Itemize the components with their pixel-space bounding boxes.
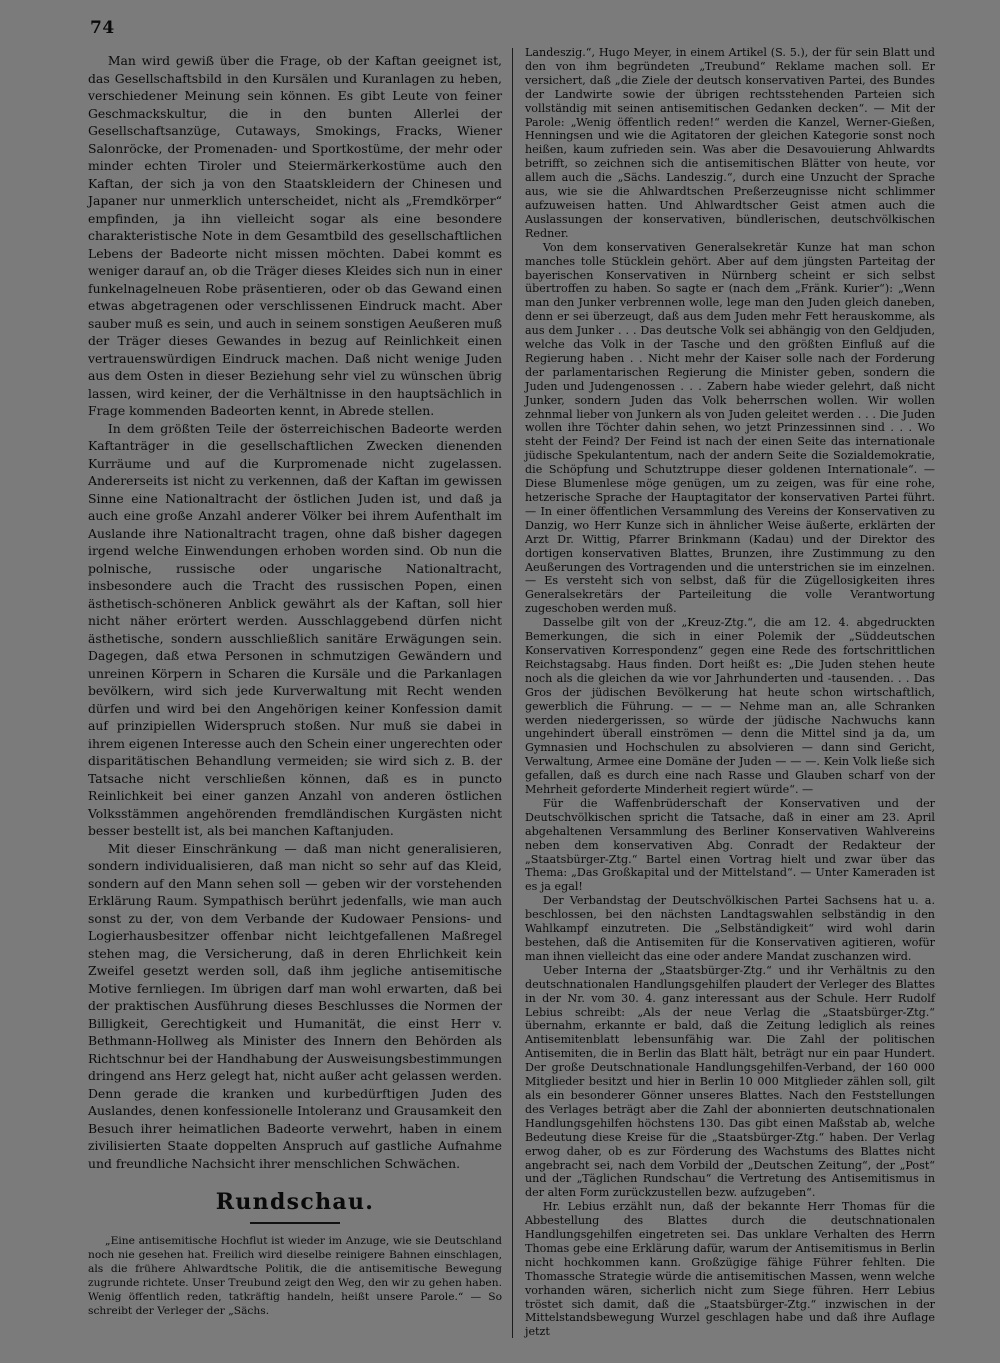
article-paragraph: Hr. Lebius erzählt nun, daß der bekannte Herr Thomas für die Abbestellung des Blattes durch die deutschnationalen Handlungsgehilfen eingetreten sei. Das unklare Verhalten des Herrn Thomas gebe eine Erklärung dafür, warum der Antisemitismus in Berlin nicht hochkommen kann. Großzügige fähige Führer fehlten. Die Thomassche Strategie würde die antisemitischen Massen, wenn welche vorhanden wären, sicherlich nicht zum Siege führen. Herr Lebius tröstet sich damit, daß die „Staatsbürger-Ztg.“ inzwischen in der Mittelstandsbewegung Wurzel geschlagen habe und daß ihre Auflage jetzt [525,1200,935,1339]
section-paragraph: „Eine antisemitische Hochflut ist wieder im Anzuge, wie sie Deutschland noch nie gesehen hat. Freilich wird dieselbe reinigere Bahnen einschlagen, als die frühere Ahlwardtsche Politik, die die antisemitische Bewegung zugrunde richtete. Unser Treubund zeigt den Weg, den wir zu gehen haben. Wenig öffentlich reden, tatkräftig handeln, heißt unsere Parole.“ — So schreibt der Verleger der „Sächs. [88,1233,502,1317]
article-paragraph: Ueber Interna der „Staatsbürger-Ztg.“ und ihr Verhältnis zu den deutschnationalen Handlungsgehilfen plaudert der Verleger des Blattes in der Nr. vom 30. 4. ganz interessant aus der Schule. Herr Rudolf Lebius schreibt: „Als der neue Verlag die „Staatsbürger-Ztg.“ übernahm, erkannte er bald, daß die Zeitung lediglich als reines Antisemitenblatt lebensunfähig war. Die Zahl der politischen Antisemiten, die in Berlin das Blatt hält, beträgt nur ein paar Hundert. Der große Deutschnationale Handlungsgehilfen-Verband, der 160 000 Mitglieder besitzt und hier in Berlin 10 000 Mitglieder zählen soll, gilt als ein besonderer Gönner unseres Blattes. Nach den Feststellungen des Verlages beträgt aber die Zahl der abonnierten deutschnationalen Handlungsgehilfen höchstens 130. Das gibt einen Maßstab ab, welche Bedeutung diese Kreise für die „Staatsbürger-Ztg.“ haben. Der Verlag erwog daher, ob es zur Förderung des Wachstums des Blattes nicht angebracht sei, nach dem Vorbild der „Deutschen Zeitung“, der „Post“ und der „Täglichen Rundschau“ die Vertretung des Antisemitismus in der alten Form zurückzustellen bezw. aufzugeben“. [525,963,935,1200]
article-paragraph: Dasselbe gilt von der „Kreuz-Ztg.“, die am 12. 4. abgedruckten Bemerkungen, die sich in einer Polemik der „Süddeutschen Konservativen Korrespondenz“ gegen eine Rede des fortschrittlichen Reichstagsabg. Haus finden. Dort heißt es: „Die Juden stehen heute noch als die gleichen da wie vor Jahrhunderten und -tausenden. . . Das Gros der jüdischen Bevölkerung hat heute schon wirtschaftlich, gewerblich die Führung. — — — Nehme man an, alle Schranken werden niedergerissen, so würde der jüdische Nachwuchs kann ungehindert überall einströmen — denn die Mittel sind ja da, um Gymnasien und Hochschulen zu absolvieren — dann sind Gericht, Verwaltung, Armee eine Domäne der Juden — — —. Kein Volk ließe sich gefallen, daß es durch eine nach Rasse und Glauben scharf von der Mehrheit geforderte Minderheit regiert würde“. — [525,616,935,797]
article-paragraph: Mit dieser Einschränkung — daß man nicht generalisieren, sondern individualisieren, daß man nicht so sehr auf das Kleid, sondern auf den Mann sehen soll — geben wir der vorstehenden Erklärung Raum. Sympathisch berührt jedenfalls, wie man auch sonst zu der, von dem Verbande der Kudowaer Pensions- und Logierhausbesitzer offenbar nicht leichtgefallenen Maßregel stehen mag, die Versicherung, daß in deren Ehrlichkeit kein Zweifel gesetzt werden soll, daß ihm jegliche antisemitische Motive fernliegen. Im übrigen darf man wohl erwarten, daß bei der praktischen Ausführung dieses Beschlusses die Normen der Billigkeit, Gerechtigkeit und Humanität, die einst Herr v. Bethmann-Hollweg als Minister des Innern den Behörden als Richtschnur bei der Handhabung der Ausweisungsbestimmungen dringend ans Herz gelegt hat, nicht außer acht gelassen werden. Denn gerade die kranken und kurbedürftigen Juden des Auslandes, denen konfessionelle Intoleranz und Grausamkeit den Besuch ihrer heimatlichen Badeorte verwehrt, haben in einem zivilisierten Staate doppelten Anspruch auf gastliche Aufnahme und freundliche Nachsicht ihrer menschlichen Schwächen. [88,840,503,1171]
page-number: 74 [90,18,115,38]
left-column [88,52,502,1318]
article-paragraph: In dem größten Teile der österreichischen Badeorte werden Kaftanträger in die gesellschaftlichen Zwecken dienenden Kurräume und auf die Kurpromenade nicht zugelassen. Andererseits ist nicht zu verkennen, daß der Kaftan im gewissen Sinne eine Nationaltracht der östlichen Juden ist, und daß ja auch eine große Anzahl anderer Völker bei ihrem Aufenthalt im Auslande ihre Nationaltracht tragen, ohne daß bisher dagegen irgend welche Einwendungen erhoben worden sind. Ob nun die polnische, russische oder ungarische Nationaltracht, insbesondere auch die Tracht des russischen Popen, einen ästhetisch-schöneren Anblick gewährt als der Kaftan, soll hier nicht näher erörtert werden. Ausschlaggebend dürfen nicht ästhetische, sondern ausschließlich sanitäre Erwägungen sein. Dagegen, daß etwa Personen in schmutzigen Gewändern und unreinen Körpern in Scharen die Kursäle und die Parkanlagen bevölkern, wird sich jede Kurverwaltung mit Recht wenden dürfen und wird bei den Angehörigen keiner Konfession damit auf prinzipiellen Widerspruch stoßen. Nur muß sie dabei in ihrem eigenen Interesse auch den Schein einer ungerechten oder disparitätischen Behandlung vermeiden; sie wird sich z. B. der Tatsache nicht verschließen können, daß es in puncto Reinlichkeit bei einer ganzen Anzahl von anderen östlichen Volksstämmen angehörenden fremdländischen Kurgästen nicht besser bestellt ist, als bei manchen Kaftanjuden. [88,420,502,838]
article-paragraph: Der Verbandstag der Deutschvölkischen Partei Sachsens hat u. a. beschlossen, bei den nächsten Landtagswahlen selbständig in den Wahlkampf einzutreten. Die „Selbständigkeit“ wird wohl darin bestehen, daß die Antisemiten für die Konservativen agitieren, wofür man ihnen vielleicht das eine oder andere Mandat zuschanzen wird. [525,894,935,963]
article-paragraph: Man wird gewiß über die Frage, ob der Kaftan geeignet ist, das Gesellschaftsbild in den Kursälen und Kuranlagen zu heben, verschiedener Meinung sein können. Es gibt Leute von feiner Geschmackskultur, die in den bunten Allerlei der Gesellschaftsanzüge, Cutaways, Smokings, Fracks, Wiener Salonröcke, der Promenaden- und Sportkostüme, der mehr oder minder echten Tiroler und Steiermärkerkostüme auch den Kaftan, der sich ja von den Staatskleidern der Chinesen und Japaner nur unmerklich unterscheidet, nicht als „Fremdkörper“ empfinden, ja ihn vielleicht sogar als eine besondere charakteristische Note in dem Gesamtbild des gesellschaftlichen Lebens der Badeorte nicht missen möchten. Dabei kommt es weniger darauf an, ob die Träger dieses Kleides sich nun in einer funkelnagelneuen Robe präsentieren, oder ob das Gewand einen etwas abgetragenen oder verschlissenen Eindruck macht. Aber sauber muß es sein, und auch in seinem sonstigen Aeußeren muß der Träger dieses Gewandes in bezug auf Reinlichkeit einen vertrauenswürdigen Eindruck machen. Daß nicht wenige Juden aus dem Osten in dieser Beziehung sehr viel zu wünschen übrig lassen, wird keiner, der die Verhältnisse in den hauptsächlich in Frage kommenden Badeorten kennt, in Abrede stellen. [88,53,502,418]
article-paragraph: Für die Waffenbrüderschaft der Konservativen und der Deutschvölkischen spricht die Tatsache, daß in einer am 23. April abgehaltenen Versammlung des Berliner Konservativen Wahlvereins neben dem konservativen Abg. Conradt der Redakteur der „Staatsbürger-Ztg.“ Bartel einen Vortrag hielt und zwar über das Thema: „Das Großkapital und der Mittelstand“. — Unter Kameraden ist es ja egal! [525,796,935,894]
column-divider [512,48,513,1338]
heading-rule [250,1222,340,1224]
article-paragraph: Von dem konservativen Generalsekretär Kunze hat man schon manches tolle Stücklein gehört. Aber auf dem jüngsten Parteitag der bayerischen Konservativen in Nürnberg scheint er sich selbst übertroffen zu haben. So sagte er (nach dem „Fränk. Kurier“): „Wenn man den Junker verbrennen wolle, lege man den Juden gleich daneben, denn er sei überzeugt, daß aus dem Juden mehr Fett herauskomme, als aus dem Junker . . . Das deutsche Volk sei abhängig von den Geldjuden, welche das Volk in der Tasche und den größten Einfluß auf die Regierung haben . . Nicht mehr der Kaiser solle nach der Forderung der parlamentarischen Regierung die Minister geben, sondern die Juden und Judengenossen . . . Zabern habe wieder gelehrt, daß nicht Junker, sondern Juden das Volk beherrschen wollen. Wir wollen zehnmal lieber von Junkern als von Juden geleitet werden . . . Die Juden wollen ihre Töchter dahin sehen, wo jetzt Prinzessinnen sind . . . Wo steht der Feind? Der Feind ist nach der einen Seite das internationale jüdische Spekulantentum, nach der andern Seite die Sozialdemokratie, die Schöpfung und Schutztruppe dieser goldenen Internationale“. — Diese Blumenlese möge genügen, um zu zeigen, was für eine rohe, hetzerische Sprache der Hauptagitator der konservativen Partei führt. — In einer öffentlichen Versammlung des Vereins der Konservativen zu Danzig, wo Herr Kunze sich in ähnlicher Weise äußerte, erklärten der Arzt Dr. Wittig, Pfarrer Brinkmann (Kadau) und der Direktor des dortigen konservativen Blattes, Brunzen, ihre Zustimmung zu den Aeußerungen des Vortragenden und die unterstrichen sie im einzelnen. — Es versteht sich von selbst, daß für die Zügellosigkeiten ihres Generalsekretärs der Parteileitung die volle Verantwortung zugeschoben werden muß. [525,240,935,616]
article-paragraph: Landeszig.“, Hugo Meyer, in einem Artikel (S. 5.), der für sein Blatt und den von ihm begründeten „Treubund“ Reklame machen soll. Er versichert, daß „die Ziele der deutsch konservativen Partei, des Bundes der Landwirte sowie der übrigen rechtsstehenden Parteien sich vollständig mit seinen antisemitischen Gedanken decken“. — Mit der Parole: „Wenig öffentlich reden!“ werden die Kanzel, Werner-Gießen, Henningsen und wie die Agitatoren der gleichen Kategorie sonst noch heißen, kaum zufrieden sein. Was aber die Desavouierung Ahlwardts betrifft, so zeichnen sich die antisemitischen Blätter von heute, vor allem auch die „Sächs. Landeszig.“, durch eine Unzucht der Sprache aus, wie sie die Ahlwardtschen Preßerzeugnisse nicht schlimmer aufzuweisen hatten. Und Ahlwardtscher Geist atmen auch die Auslassungen der konservativen, bündlerischen, deutschvölkischen Redner. [525,46,935,240]
right-column [525,46,935,1339]
section-heading: Rundschau. [215,1189,375,1215]
